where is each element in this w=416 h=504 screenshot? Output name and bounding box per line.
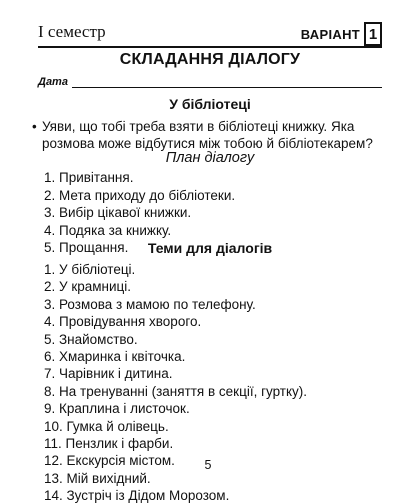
topic-item: 9. Краплина і листочок.: [44, 401, 190, 417]
topic-item: 12. Екскурсія містом.: [44, 453, 175, 469]
topic-item: 13. Мій вихідний.: [44, 470, 151, 486]
topic-item: 7. Чарівник і дитина.: [44, 366, 173, 382]
topic-item: 5. Знайомство.: [44, 331, 138, 347]
date-line: [72, 77, 382, 88]
page-number: 5: [204, 458, 212, 472]
topic-item: 11. Пензлик і фарби.: [44, 435, 174, 451]
topic-item: 3. Розмова з мамою по телефону.: [44, 296, 256, 312]
topic-item: 14. Зустріч із Дідом Морозом.: [44, 488, 230, 504]
topic-item: 2. У крамниці.: [44, 279, 132, 295]
task-item: [32, 118, 386, 152]
topic-item: 4. Провідування хворого.: [44, 314, 202, 330]
variant-number: 1: [364, 22, 382, 46]
header-divider: [38, 46, 382, 48]
plan-item: 1. Привітання.: [44, 170, 134, 185]
page-title: СКЛАДАННЯ ДІАЛОГУ: [119, 51, 301, 68]
plan-title: План діалогу: [165, 150, 255, 166]
variant-indicator: [301, 22, 382, 46]
topic-item: 6. Хмаринка і квіточка.: [44, 348, 186, 364]
plan-item: 2. Мета приходу до бібліотеки.: [44, 187, 236, 203]
topic-item: 1. У бібліотеці.: [44, 262, 136, 277]
bullet-icon: •: [32, 119, 37, 134]
semester-label: I семестр: [38, 22, 106, 41]
plan-item: 5. Прощання.: [44, 240, 129, 255]
date-row: [38, 76, 382, 88]
section-heading: У бібліотеці: [169, 96, 251, 112]
task-text: Уяви, що тобі треба взяти в бібліотеці книжку. Яка розмова може відбутися між тобою й бібліотекарем?: [42, 119, 373, 151]
topic-item: 8. На тренуванні (заняття в секції, гуртку).: [44, 383, 308, 399]
topic-item: 10. Гумка й олівець.: [44, 418, 169, 434]
topics-title: Теми для діалогів: [147, 240, 273, 256]
plan-item: 4. Подяка за книжку.: [44, 222, 172, 238]
plan-item: 3. Вибір цікавої книжки.: [44, 205, 192, 220]
date-label: Дата: [38, 76, 68, 88]
variant-label: ВАРІАНТ: [300, 26, 360, 42]
